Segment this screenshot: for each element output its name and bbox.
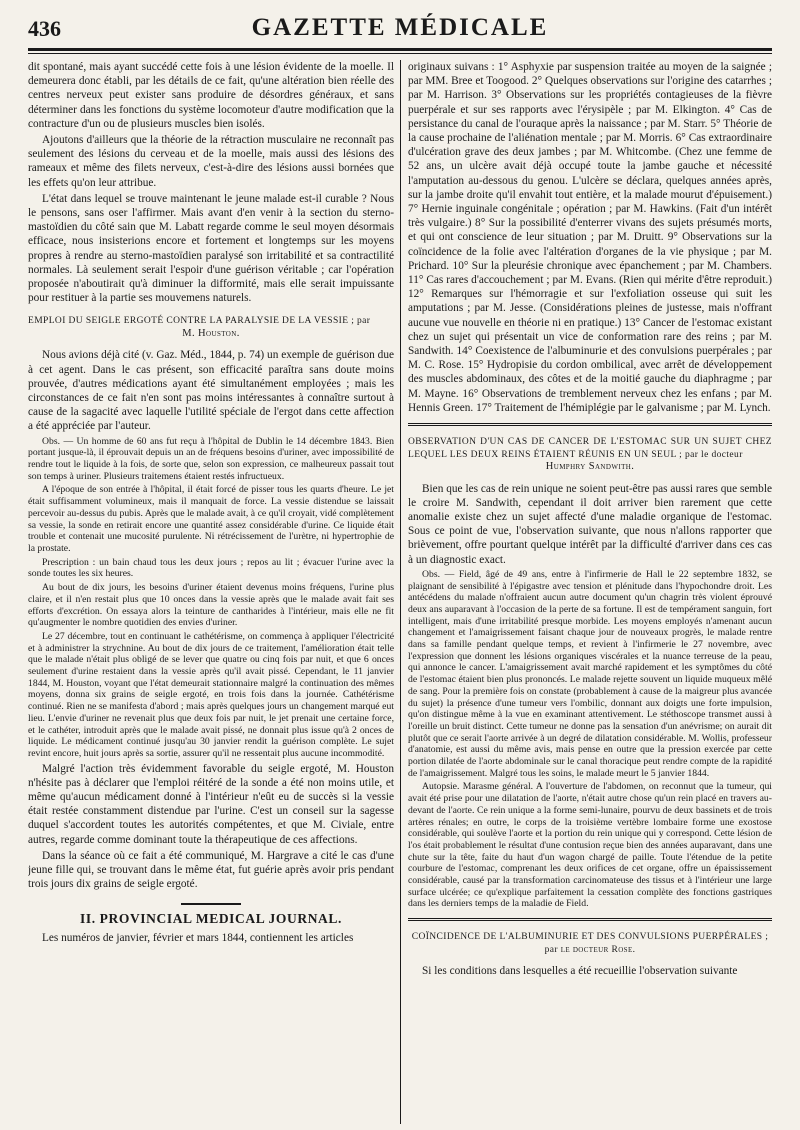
- paragraph: Nous avions déjà cité (v. Gaz. Méd., 1844, p. 74) un exemple de guérison due à cet agent. Dans le cas présent, son efficacité paraîtra sans doute moins prouvée, d'autres médications ayant été simultanément employées ; mais les circonstances de ce fait n'en sont pas moins intéressantes à connaître surtout à cause de la sagacité avec laquelle l'utilité spéciale de l'ergot dans cette affection a été appréciée par l'auteur.: [28, 349, 394, 433]
- paragraph: Bien que les cas de rein unique ne soient peut-être pas aussi rares que semble le croire M. Sandwith, cependant il doit arriver bien rarement que cette anomalie existe chez un sujet affecté d'une maladie organique de l'estomac. Sous ce point de vue, l'observation suivante, que nous n'allons rapporter que brièvement, offre pourtant quelque intérêt par la difficulté d'arriver dans ces cas à un diagnostic exact.: [408, 482, 772, 566]
- observation-paragraph: Au bout de dix jours, les besoins d'uriner étaient devenus moins fréquens, l'urine plus claire, et il n'en restait plus que 10 onces dans la vessie après que le malade avait fait ses efforts d'excrétion. On essaya alors la teinture de cantharides à l'intérieur, mais elle ne fit qu'augmenter le nombre quotidien des envies d'uriner.: [28, 582, 394, 629]
- autopsy-paragraph: Autopsie. Marasme général. A l'ouverture de l'abdomen, on reconnut que la tumeur, qui avait été prise pour une dilatation de l'aorte, n'était autre chose qu'un rein placé en travers au-devant de l'aorte. Ce rein unique a la forme semi-lunaire, pourvu de deux bassinets et de trois artères rénales; en outre, le corps de la troisième vertèbre lombaire forme une exostose considérable, qui soulève l'aorte et la portion du rein unique qui y correspond. Cette lésion de l'os était probablement le résultat d'une contusion reçue bien des années auparavant, dans une chute sur la tête, faite du haut d'un wagon chargé de paille. Toute l'étendue de la petite courbure de l'estomac, comprenant les deux orifices de cet organe, offre un épaississement considérable, causé par la transformation carcinomateuse des tissus et à l'intérieur une large surface ulcérée; ce qu'explique parfaitement la cessation complète des fonctions gastriques dans les derniers temps de la maladie de Field.: [408, 781, 772, 910]
- observation-paragraph: Le 27 décembre, tout en continuant le cathétérisme, on commença à appliquer l'électricité et à administrer la strychnine. Au bout de dix jours de ce traitement, l'amélioration était telle que le malade n'était plus obligé de se lever que quatre ou cinq fois par nuit, et que 6 onces seulement d'urine restaient dans la vessie après qu'il avait pissé. Cependant, le 11 janvier 1844, M. Houston, voyant que l'état demeurait stationnaire malgré la continuation des mêmes moyens, donna six grains de seigle ergoté, en trois fois dans la journée. Cathétérisme continué. Rien ne se manifesta d'abord ; mais après quelques jours un changement marqué eut lieu. L'envie d'uriner ne revenait plus que deux fois par nuit, le jet prenait une certaine force, et le cathéter, introduit après que le malade avait pissé, ne donnait plus issue qu'à 2 onces de liquide. Le médicament continué jusqu'au 30 janvier rendit la guérison complète. Le sujet revint encore, huit jours après sa sortie, assurer qu'il ne ressentait plus aucune incommodité.: [28, 630, 394, 759]
- header-rule-thick: [28, 48, 772, 51]
- paragraph: dit spontané, mais ayant succédé cette fois à une lésion évidente de la moelle. Il demeurera donc établi, par les détails de ce fait, qu'une altération bien réelle des centres nerveux peut exister sans produire de désordres généraux, et sans déterminer dans les fonctions du système locomoteur d'autre modification que la contracture d'un ou de plusieurs muscles bien isolés.: [28, 61, 394, 130]
- double-rule: [408, 423, 772, 426]
- observation-paragraph: Prescription : un bain chaud tous les deux jours ; repos au lit ; évacuer l'urine avec la sonde toutes les six heures.: [28, 556, 394, 580]
- paragraph: Malgré l'action très évidemment favorable du seigle ergoté, M. Houston n'hésite pas à déclarer que l'emploi réitéré de la sonde a été non moins utile, et même qu'aucun médicament donné à l'intérieur n'eût eu de succès si la vessie était restée constamment distendue par l'urine. C'est un conseil sur la sagesse duquel s'accordent toutes les autorités compétentes, et que M. Civiale, entre autres, regarde comme dominant toute la thérapeutique de ces affections.: [28, 762, 394, 846]
- page-number: 436: [28, 16, 61, 41]
- paragraph: originaux suivans : 1° Asphyxie par suspension traitée au moyen de la saignée ; par MM. Bree et Toogood. 2° Quelques observations sur l'origine des catarrhes ; par M. Harrison. 3° Observations sur les propriétés contagieuses de la fièvre puerpérale et sur ses rapports avec l'érysipèle ; par M. Elkington. 4° Cas de persistance du canal de l'ouraque après la naissance ; par M. Starr. 5° Théorie de la cause prochaine de l'aliénation mentale ; par M. Morris. 6° Cas extraordinaire d'ulcération grave des deux jambes ; par M. Whitcombe. (Chez une femme de 52 ans, un ulcère avait déjà occupé toute la jambe gauche et nécessité l'amputation au-dessous du genou. L'ulcère se déclara, quelques années après, sur la jambe droite qu'il envahit tout entière, et la malade mourut d'épuisement.) 7° Hernie inguinale congénitale ; opération ; par M. Hawkins. (Fait d'un intérêt très vulgaire.) 8° Sur la possibilité d'enterrer vivans des sujets présumés morts, et qui ont conscience de leur situation ; par M. Druitt. 9° Observations sur la coïncidence de la folie avec l'altération d'organes de la vie physique ; par M. Prichard. 10° Sur la pleurésie chronique avec épanchement ; par M. Chambers. 11° Cas rares d'accouchement ; par M. Evans. (Rien qui mérite d'être reproduit.) 12° Remarques sur l'hémorragie et sur l'exfoliation osseuse qui suit les amputations ; par M. Jesse. (Considérations pleines de justesse, mais n'offrant aucune vue nouvelle en théorie ni en pratique.) 13° Cancer de l'estomac existant chez un sujet qui présentait un vice de conformation rare des reins ; par M. Sandwith. 14° Coexistence de l'albuminurie et des convulsions puerpérales ; par M. C. Rose. 15° Hydropisie du cordon ombilical, avec arrêt de développement des muscles abdominaux, des côtes et de la moitié gauche du diaphragme ; par M. Mayne. 16° Observations de tremblement nerveux chez les enfans ; par M. Hennis Green. 17° Traitement de l'hémiplégie par le galvanisme ; par M. Lynch.: [408, 61, 772, 414]
- paragraph: Ajoutons d'ailleurs que la théorie de la rétraction musculaire ne reconnaît pas seulement des lésions du cerveau et de la moelle, mais aussi des lésions des rameaux et même des filets nerveux, c'est-à-dire des lésions aussi bornées que les effets qu'on leur attribue.: [28, 134, 394, 189]
- heading-author: le docteur Rose.: [560, 944, 636, 955]
- double-rule: [408, 918, 772, 921]
- heading-title: EMPLOI DU SEIGLE ERGOTÉ CONTRE LA PARALYSIE DE LA VESSIE ; par: [28, 316, 371, 327]
- article-heading-cancer: [408, 436, 772, 474]
- left-column: [28, 60, 394, 1124]
- heading-title: OBSERVATION D'UN CAS DE CANCER DE L'ESTOMAC SUR UN SUJET CHEZ LEQUEL LES DEUX REINS ÉTAIENT RÉUNIS EN UN SEUL ; par le docteur: [408, 437, 772, 460]
- right-column: [408, 60, 772, 1124]
- article-heading-ergot: [28, 315, 394, 340]
- paragraph: Si les conditions dans lesquelles a été recueillie l'observation suivante: [422, 965, 738, 978]
- heading-title: COÏNCIDENCE DE L'ALBUMINURIE ET DES CONVULSIONS PUERPÉRALES ; par: [411, 932, 769, 955]
- journal-title: GAZETTE MÉDICALE: [251, 14, 549, 41]
- paragraph: L'état dans lequel se trouve maintenant le jeune malade est-il curable ? Nous le pensons, sans oser l'affirmer. Mais avant d'en venir à la section du sterno-mastoïdien du côté sain que M. Labatt regarde comme le seul moyen désormais efficace, nous insisterions encore et fortement et longtemps sur les moyens propres à rendre au sterno-mastoïdien paralysé son irritabilité et sa contractilité normales. Là seulement serait l'espoir d'une guérison véritable ; car l'opération proposée n'aboutirait qu'à diminuer la difformité, mais elle serait impuissante pour restituer à la partie ses mouvemens naturels.: [28, 192, 394, 305]
- observation-paragraph: Obs. — Un homme de 60 ans fut reçu à l'hôpital de Dublin le 14 décembre 1843. Bien portant jusque-là, il éprouvait depuis un an de fréquens besoins d'uriner, avec impossibilité de rendre tout le liquide à la fois, de sorte que, selon son expression, ce malheureux passait tout son temps à uriner. Plusieurs traitemens étaient restés infructueux.: [28, 435, 394, 482]
- page-header: [28, 12, 772, 48]
- observation-paragraph: Obs. — Field, âgé de 49 ans, entre à l'infirmerie de Hall le 22 septembre 1832, se plaignant de sensibilité à l'épigastre avec tension et plénitude dans l'hypochondre droit. Les antécédens du malade n'offraient aucun autre document qu'un chagrin très violent éprouvé deux ans auparavant à l'occasion de la perte de sa fortune. Il est de tempérament sanguin, fort intelligent, mais d'une irritabilité presque morbide. Les moyens employés n'amenant aucun changement et l'amaigrissement faisant chaque jour de nouveaux progrès, le malade rentre dans sa famille pendant quelque temps, et revient à l'infirmerie le 27 novembre, avec l'expression que donnent les lésions organiques viscérales et la nuance terreuse de la peau, qui annonce le cancer. L'amaigrissement avait marché rapidement et les symptômes du côté de l'estomac étaient bien plus prononcés. Le malade rejette souvent un liquide muqueux mêlé de sang. Pour la première fois on constate (probablement à cause de la maigreur plus avancée du sujet) la présence d'une tumeur vers l'ombilic, donnant aux doigts une forte impulsion, qu'on distingue même à la vue en examinant attentivement. Le stéthoscope transmet aussi à l'oreille un bruit distinct. Cette tumeur ne donne pas la sensation d'un anévrisme; on aurait dit plutôt que ce serait l'aorte arrivée à un degré de dilatation considérable. M. Wollis, professeur d'anatomie, est aussi du même avis, mais pense en outre que la pression exercée par cette portion dilatée de l'aorte abdominale sur le canal thoracique peut rendre compte de la rapidité de l'amaigrissement. Malgré tous les soins, le malade meurt le 5 janvier 1844.: [408, 568, 772, 779]
- header-rule-thin: [28, 53, 772, 54]
- heading-author: M. Houston.: [182, 327, 240, 339]
- observation-paragraph: A l'époque de son entrée à l'hôpital, il était forcé de pisser tous les quarts d'heure. Le jet était suffisamment volumineux, mais il manquait de force. La vessie distendue se laissait percevoir au-dessus du pubis. Après que le malade avait, à ce qu'il croyait, vidé complètement sa vessie, la sonde en retirait encore une quantité assez considérable d'urine. Ce liquide était trouble et contenait une mucosité purulente. Ni rétrécissement de l'urètre, ni hypertrophie de la prostate.: [28, 484, 394, 554]
- column-divider: [400, 60, 401, 1124]
- heading-author: Humphry Sandwith.: [545, 461, 635, 473]
- paragraph: Les numéros de janvier, février et mars 1844, contiennent les articles: [42, 932, 354, 945]
- paragraph: Dans la séance où ce fait a été communiqué, M. Hargrave a cité le cas d'une jeune fille qui, se trouvant dans le même état, fut guérie après avoir pris pendant trois jours dix grains de seigle ergoté.: [28, 849, 394, 891]
- section-rule: [181, 903, 241, 905]
- article-heading-albuminuria: [408, 931, 772, 956]
- section-title: II. PROVINCIAL MEDICAL JOURNAL.: [79, 911, 342, 927]
